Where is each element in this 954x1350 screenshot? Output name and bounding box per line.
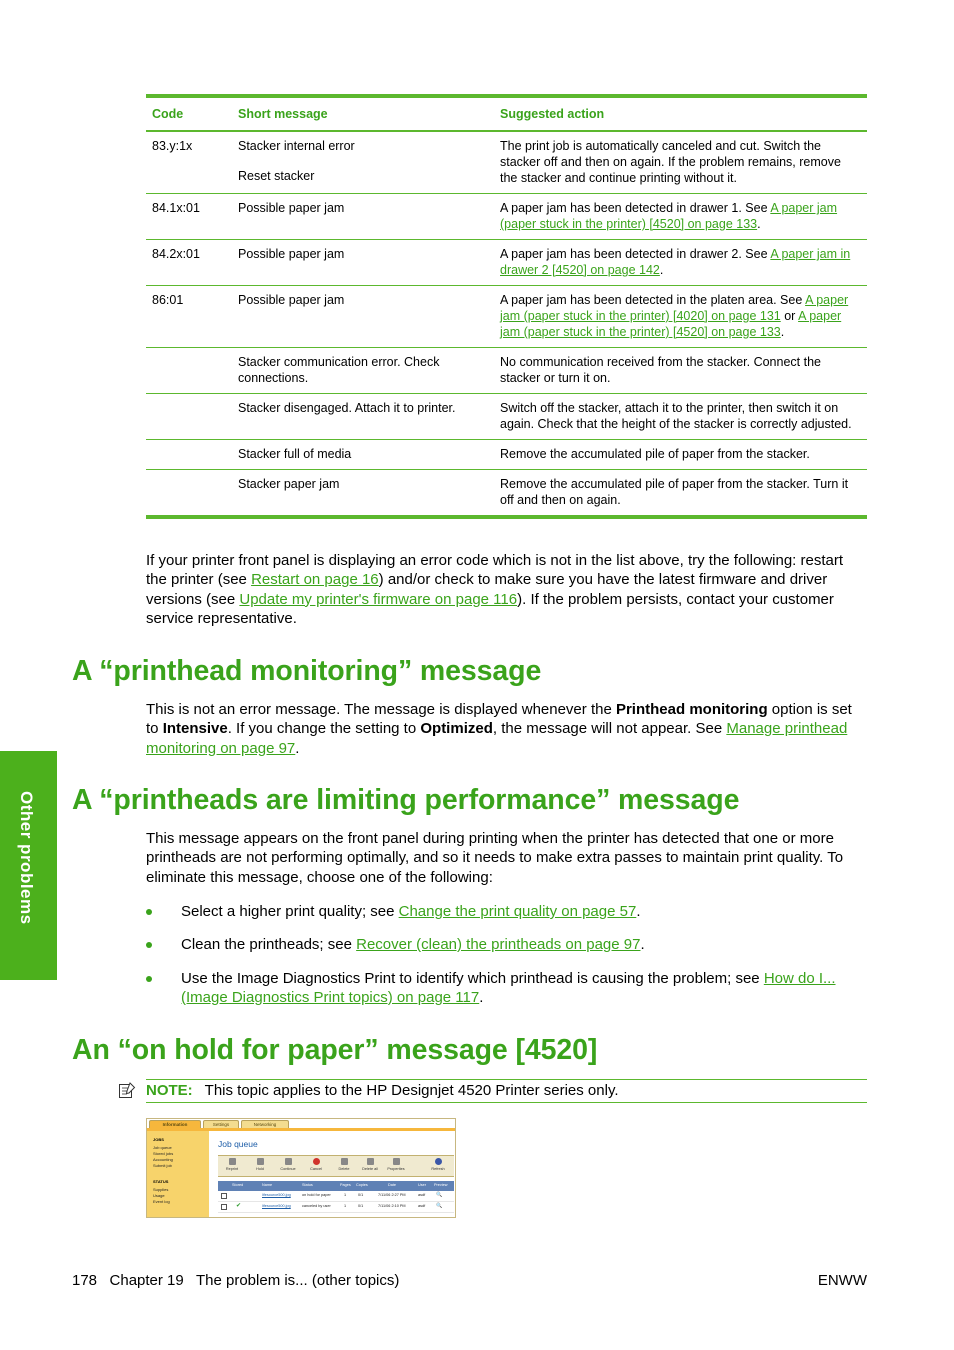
- printheads-limiting-paragraph: This message appears on the front panel during printing when the printer has detected that one or more printheads are not performing optimally, and so it needs to make extra passes to maintain print quality. To eliminate this message, choose one of the following:: [146, 830, 844, 886]
- thumb-sidebar-item: Supplies: [153, 1187, 169, 1192]
- thumb-job-status: on hold for paper: [302, 1193, 331, 1197]
- thumb-row-checkbox: [221, 1193, 227, 1199]
- cell-code: 86:01: [146, 286, 232, 348]
- text: option is set to: [146, 701, 852, 738]
- thumb-col-pages: Pages: [340, 1183, 351, 1187]
- tool-label: Delete all: [362, 1167, 378, 1171]
- image-diagnostics-link[interactable]: How do I... (Image Diagnostics Print topics) on page 117: [181, 969, 836, 1006]
- thumb-delete-all-button: [356, 1158, 384, 1171]
- embedded-web-server-screenshot: [146, 1118, 456, 1218]
- tool-label: Cancel: [310, 1167, 322, 1171]
- text: .: [640, 936, 645, 954]
- thumb-sidebar-section: JOBS: [153, 1137, 164, 1142]
- action-text: A paper jam has been detected in drawer 2. See: [500, 247, 771, 261]
- text: Use the Image Diagnostics Print to identify which printhead is causing the problem; see: [181, 969, 764, 987]
- thumb-job-name: lifesource500.jpg: [262, 1193, 291, 1197]
- action-text-mid: or: [780, 309, 799, 323]
- short-message-text: Stacker internal error: [238, 139, 355, 153]
- thumb-sidebar-item: Event log: [153, 1199, 170, 1204]
- refresh-icon: [435, 1158, 442, 1165]
- cell-suggested-action: [494, 240, 867, 286]
- thumb-job-user: asdf: [418, 1193, 426, 1197]
- action-text: The print job is automatically canceled and cut. Switch the stacker off and then on again. If the problem remains, remove the stacker and continue printing without it.: [500, 139, 841, 185]
- action-text-end: .: [780, 325, 785, 339]
- thumb-col-preview: Preview: [434, 1183, 448, 1187]
- thumb-sidebar-item: Job queue: [153, 1145, 172, 1150]
- thumb-tab-settings: Settings: [203, 1120, 239, 1129]
- cell-code: 84.2x:01: [146, 240, 232, 286]
- thumb-row-checkbox: [221, 1204, 227, 1210]
- tool-label: Continue: [280, 1167, 296, 1171]
- cell-suggested-action: Remove the accumulated pile of paper from the stacker. Turn it off and then on again.: [500, 477, 849, 507]
- bold-term: Intensive: [162, 720, 228, 738]
- change-print-quality-link[interactable]: Change the print quality on page 57: [398, 903, 637, 920]
- thumb-sidebar-item: Accounting: [153, 1157, 173, 1162]
- cancel-icon: [313, 1158, 320, 1165]
- bold-term: Optimized: [420, 720, 493, 738]
- thumb-sidebar-item: Stored jobs: [153, 1151, 174, 1156]
- footer-locale-code: ENWW: [817, 1272, 867, 1289]
- thumb-job-name: lifesource500.jpg: [262, 1204, 291, 1208]
- cell-short-message: Possible paper jam: [232, 194, 494, 240]
- thumb-tab-information: Information: [149, 1120, 201, 1129]
- note-text: This topic applies to the HP Designjet 4520 Printer series only.: [204, 1082, 619, 1099]
- printhead-monitoring-paragraph: [146, 700, 868, 758]
- cell-short-message: Stacker communication error. Check connections.: [232, 348, 494, 394]
- cell-short-message: [232, 131, 494, 194]
- cell-code: [146, 348, 232, 394]
- bullet-icon: [146, 942, 152, 948]
- delete-all-icon: [367, 1158, 374, 1165]
- table-row: [146, 131, 867, 194]
- cell-suggested-action: No communication received from the stacker. Connect the stacker or turn it on.: [494, 348, 867, 394]
- action-text: A paper jam has been detected in the platen area. See: [500, 293, 806, 307]
- bullet-icon: [146, 909, 152, 915]
- intro-text-2: ) and/or check to make sure you have the latest firmware and driver versions (see: [146, 571, 828, 608]
- intro-text-1: If your printer front panel is displaying an error code which is not in the list above, try the following: restart the printer (see: [146, 552, 844, 589]
- thumb-table-row: [218, 1191, 454, 1202]
- table-row: [146, 470, 867, 518]
- thumb-refresh-button: [424, 1158, 452, 1171]
- note-icon: [118, 1081, 136, 1099]
- note-box: [146, 1079, 867, 1103]
- delete-icon: [341, 1158, 348, 1165]
- column-header-code: Code: [146, 96, 232, 131]
- properties-icon: [393, 1158, 400, 1165]
- tool-label: Reprint: [225, 1167, 239, 1171]
- thumb-sidebar-item: Usage: [153, 1193, 165, 1198]
- thumb-col-date: Date: [388, 1183, 397, 1187]
- cell-code: [146, 394, 232, 440]
- cell-suggested-action: [494, 286, 867, 348]
- intro-paragraph: [146, 551, 868, 628]
- cell-code: [146, 470, 232, 518]
- cell-code: 83.y:1x: [146, 131, 232, 194]
- cross-reference-link-2[interactable]: A paper jam (paper stuck in the printer) [4520] on page 133: [500, 309, 842, 339]
- cell-short-message: Possible paper jam: [232, 286, 494, 348]
- cell-code: 84.1x:01: [146, 194, 232, 240]
- table-row: [146, 194, 867, 240]
- thumb-sidebar: [147, 1131, 209, 1217]
- thumb-job-date: 7/11/06 2:27 PM: [378, 1193, 406, 1197]
- short-message-text-2: Reset stacker: [238, 169, 315, 183]
- restart-link[interactable]: Restart on page 16: [251, 571, 379, 589]
- tool-label: Delete: [338, 1167, 350, 1171]
- bold-term: Printhead monitoring: [615, 701, 768, 718]
- table-row: [146, 394, 867, 440]
- list-item: [146, 969, 868, 1008]
- thumb-toolbar: [218, 1155, 454, 1177]
- cell-short-message: Stacker paper jam: [238, 477, 340, 491]
- text: Clean the printheads; see: [181, 936, 357, 954]
- thumb-col-copies: Copies: [356, 1183, 368, 1187]
- thumb-tab-networking: Networking: [241, 1120, 289, 1129]
- bullet-icon: [146, 976, 152, 982]
- thumb-col-status: Status: [302, 1183, 313, 1187]
- cell-suggested-action: Remove the accumulated pile of paper from the stacker.: [494, 440, 867, 470]
- chapter-side-tab: [0, 751, 57, 980]
- section-heading-printheads-limiting: A “printheads are limiting performance” message: [72, 784, 740, 816]
- thumb-cancel-button: [302, 1158, 330, 1171]
- list-item: [146, 902, 868, 921]
- cell-code: [146, 440, 232, 470]
- table-row: [146, 240, 867, 286]
- cross-reference-link[interactable]: A paper jam in drawer 2 [4520] on page 142: [500, 247, 851, 277]
- thumb-stored-check-icon: ✔: [236, 1203, 242, 1209]
- thumb-sidebar-section: STATUS: [153, 1179, 169, 1184]
- text: Select a higher print quality; see: [181, 903, 399, 920]
- manage-printhead-monitoring-link[interactable]: Manage printhead monitoring on page 97: [146, 720, 848, 757]
- thumb-continue-button: [274, 1158, 302, 1171]
- continue-icon: [285, 1158, 292, 1165]
- cell-short-message: Possible paper jam: [232, 240, 494, 286]
- thumb-preview-magnifier-icon: 🔍: [436, 1203, 443, 1209]
- cell-suggested-action: [494, 131, 867, 194]
- thumb-properties-button: [382, 1158, 410, 1171]
- thumb-reprint-button: [218, 1158, 246, 1171]
- text: .: [295, 739, 300, 757]
- text: . If you change the setting to: [227, 720, 421, 738]
- thumb-job-pages: 1: [344, 1204, 347, 1208]
- options-list: [146, 902, 868, 1021]
- section-heading-printhead-monitoring: A “printhead monitoring” message: [72, 655, 542, 687]
- cell-suggested-action: [494, 194, 867, 240]
- table-header-row: [146, 96, 867, 131]
- intro-text-3: ). If the problem persists, contact your customer service representative.: [146, 590, 834, 627]
- thumb-job-copies: 0/1: [358, 1193, 364, 1197]
- thumb-col-user: User: [418, 1183, 427, 1187]
- text: .: [636, 903, 641, 920]
- section-heading-on-hold-for-paper: An “on hold for paper” message [4520]: [72, 1034, 598, 1066]
- thumb-page-title: Job queue: [218, 1139, 258, 1149]
- thumb-col-stored: Stored: [232, 1183, 244, 1187]
- note-label: NOTE:: [146, 1082, 193, 1099]
- thumb-hold-button: [246, 1158, 274, 1171]
- list-item: [146, 935, 868, 954]
- thumb-delete-button: [330, 1158, 358, 1171]
- thumb-main-area: [210, 1131, 455, 1217]
- thumb-job-date: 7/11/06 2:10 PM: [378, 1204, 406, 1208]
- hold-icon: [257, 1158, 264, 1165]
- text: .: [479, 988, 484, 1006]
- cell-short-message: Stacker full of media: [232, 440, 494, 470]
- tool-label: Properties: [387, 1167, 405, 1171]
- action-text: A paper jam has been detected in drawer 1. See: [500, 201, 771, 215]
- error-code-table: [146, 94, 867, 519]
- tool-label: Hold: [256, 1167, 264, 1171]
- text: , the message will not appear. See: [492, 720, 727, 738]
- side-tab-label: Other problems: [17, 791, 36, 925]
- column-header-short-message: Short message: [232, 96, 494, 131]
- text: This is not an error message. The message is displayed whenever the: [146, 701, 616, 718]
- thumb-job-pages: 1: [344, 1193, 347, 1197]
- tool-label: Refresh: [431, 1167, 445, 1171]
- action-text-end: .: [659, 263, 664, 277]
- cell-short-message: Stacker disengaged. Attach it to printer.: [232, 394, 494, 440]
- thumb-job-table: [218, 1181, 454, 1213]
- thumb-job-status: canceled by user: [302, 1204, 331, 1208]
- recover-printheads-link[interactable]: Recover (clean) the printheads on page 97: [356, 936, 641, 954]
- footer-page-info: 178 Chapter 19 The problem is... (other topics): [72, 1272, 400, 1289]
- action-text-end: .: [757, 217, 761, 231]
- thumb-table-header: [218, 1181, 454, 1191]
- cell-suggested-action: Switch off the stacker, attach it to the printer, then switch it on again. Check that the height of the stacker is correctly adjusted.: [494, 394, 867, 440]
- thumb-sidebar-item: Submit job: [153, 1163, 172, 1168]
- thumb-job-copies: 0/1: [358, 1204, 364, 1208]
- cross-reference-link[interactable]: A paper jam (paper stuck in the printer) [4020] on page 131: [500, 293, 849, 323]
- table-row: [146, 440, 867, 470]
- thumb-col-name: Name: [262, 1183, 273, 1187]
- table-row: [146, 286, 867, 348]
- thumb-table-row: [218, 1202, 454, 1213]
- cross-reference-link[interactable]: A paper jam (paper stuck in the printer) [4520] on page 133: [500, 201, 838, 231]
- thumb-preview-magnifier-icon: 🔍: [436, 1192, 443, 1198]
- reprint-icon: [229, 1158, 236, 1165]
- thumb-job-user: asdf: [418, 1204, 426, 1208]
- column-header-suggested-action: Suggested action: [494, 96, 867, 131]
- table-row: [146, 348, 867, 394]
- firmware-update-link[interactable]: Update my printer's firmware on page 116: [239, 590, 518, 608]
